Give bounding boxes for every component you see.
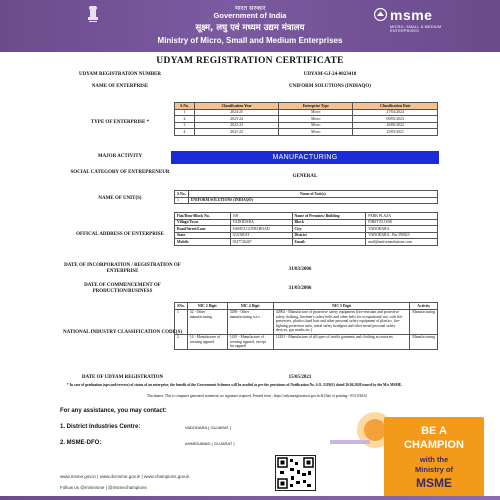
table-cell: Road/Street/Lane bbox=[175, 226, 231, 233]
table-row bbox=[175, 116, 438, 123]
assistance-dfo-label: 2. MSME-DFO: bbox=[60, 440, 102, 446]
table-cell: VADODARA bbox=[230, 219, 292, 226]
ministry-hindi: सूक्ष्म, लघु एवं मध्यम उद्यम मंत्रालय bbox=[195, 23, 305, 33]
table-row bbox=[175, 239, 438, 246]
table-cell: City bbox=[292, 226, 366, 233]
gov-english: Government of India bbox=[213, 11, 287, 20]
ministry-english: Ministry of Micro, Small and Medium Enterprises bbox=[157, 36, 343, 45]
table-cell: District bbox=[292, 232, 366, 239]
assistance-dic-label: 1. District Industries Centre: bbox=[60, 424, 141, 430]
enterprise-name-label: NAME OF ENTERPRISE bbox=[91, 84, 149, 89]
table-cell: mail@uniformsolutions.com bbox=[366, 239, 438, 246]
table-row bbox=[175, 232, 438, 239]
table-row bbox=[175, 122, 438, 129]
table-row bbox=[175, 334, 438, 350]
table-cell: Mobile bbox=[175, 239, 231, 246]
nic-header: NIC 4 Digit bbox=[227, 303, 273, 310]
champion-line-2: CHAMPION bbox=[404, 439, 464, 451]
table-cell: 32 - Other manufacturing bbox=[187, 309, 227, 334]
table-cell: 14101 - Manufacture of all types of textile garments and clothing accessories bbox=[273, 334, 410, 350]
header-banner bbox=[0, 0, 500, 52]
address-table bbox=[174, 212, 438, 246]
table-cell: Micro bbox=[279, 122, 353, 129]
assistance-dic-value: VADODARA ( GUJARAT ) bbox=[185, 425, 232, 430]
social-category-label: SOCIAL CATEGORY OF ENTREPRENEUR bbox=[70, 170, 170, 175]
table-row bbox=[175, 197, 438, 204]
champion-line-5: MSME bbox=[416, 476, 452, 490]
table-cell: 2022-23 bbox=[195, 122, 279, 129]
incorporation-value: 31/03/2006 bbox=[288, 267, 312, 272]
gov-hindi: भारत सरकार bbox=[234, 4, 266, 12]
table-cell: State bbox=[175, 232, 231, 239]
units-label: NAME OF UNIT(S) bbox=[98, 196, 142, 201]
address-label: OFFICAL ADDRESS OF ENTERPRISE bbox=[76, 232, 164, 237]
table-cell: 2021-22 bbox=[195, 129, 279, 136]
table-cell: UNIFORM SOLUTIONS (INDIAQO) bbox=[188, 197, 437, 204]
table-cell: Village/Town bbox=[175, 219, 231, 226]
table-row bbox=[175, 213, 438, 220]
table-cell: 26/06/2022 bbox=[353, 122, 438, 129]
nic-header: Activity bbox=[410, 303, 438, 310]
table-cell: 3290 - Other manufacturing n.e.c. bbox=[227, 309, 273, 334]
table-cell: 108 bbox=[230, 213, 292, 220]
udyam-date-value: 15/05/2021 bbox=[288, 375, 312, 380]
table-cell: 27/04/2024 bbox=[353, 109, 438, 116]
champion-line-4: Ministry of bbox=[415, 465, 453, 474]
assistance-dfo-value: AHMEDABAD ( GUJARAT ) bbox=[185, 441, 235, 446]
disclaimer-note: Disclaimer: This is computer generated statement, no signature required. Printed from : https://udyamregistration.gov.in & Date of printing:- 05/10/2024 bbox=[147, 394, 367, 398]
graduation-note: * In case of graduation (upward/reverse) of status of an enterprise, the benefit of the Government Schemes will be availed as per the provisions of Notification No. S.O. 2119(E) dated 26.06.2020 issued by the M/o MSME. bbox=[67, 383, 403, 387]
table-row bbox=[175, 219, 438, 226]
major-activity-label: MAJOR ACTIVITY bbox=[97, 154, 143, 159]
footer-links[interactable]: www.msme.gov.in | www.dcmsme.gov.in | www.champions.gov.in bbox=[60, 474, 190, 479]
table-cell: 1 bbox=[175, 109, 195, 116]
etype-header: Classification Date bbox=[353, 103, 438, 110]
table-cell: 2 bbox=[175, 334, 188, 350]
nic-header: NIC 2 Digit bbox=[187, 303, 227, 310]
nic-header: NIC 5 Digit bbox=[273, 303, 410, 310]
table-cell: Micro bbox=[279, 116, 353, 123]
msme-logo bbox=[372, 4, 450, 42]
reg-number-value: UDYAM-GJ-24-0023410 bbox=[303, 72, 357, 77]
table-cell: Name of Premises/ Building bbox=[292, 213, 366, 220]
table-row bbox=[175, 309, 438, 334]
table-cell: 1 bbox=[175, 197, 189, 204]
table-cell: SAMTA GOTRI ROAD bbox=[230, 226, 292, 233]
footer bbox=[0, 472, 500, 500]
table-row bbox=[175, 129, 438, 136]
etype-header: S.No. bbox=[175, 103, 195, 110]
table-cell: 14 - Manufacture of wearing apparel bbox=[187, 334, 227, 350]
table-cell: FIRST FLOOR bbox=[366, 219, 438, 226]
table-cell: 9327726267 bbox=[230, 239, 292, 246]
certificate-title: UDYAM REGISTRATION CERTIFICATE bbox=[156, 56, 344, 66]
table-cell: 2024-25 bbox=[195, 109, 279, 116]
table-cell: 09/05/2023 bbox=[353, 116, 438, 123]
reg-number-label: UDYAM REGISTRATION NUMBER bbox=[79, 72, 161, 77]
msme-logo-sub: MICRO, SMALL & MEDIUM ENTERPRISES bbox=[390, 25, 442, 33]
footer-social[interactable]: Follow us @minmsme | @msmechampions bbox=[60, 485, 147, 490]
table-row bbox=[175, 226, 438, 233]
table-cell: Email: bbox=[292, 239, 366, 246]
type-of-enterprise-label: TYPE OF ENTERPRISE * bbox=[90, 120, 150, 125]
enterprise-name-value: UNIFORM SOLUTIONS (INDIAQO) bbox=[289, 84, 371, 89]
table-cell: Micro bbox=[279, 109, 353, 116]
table-cell: Block bbox=[292, 219, 366, 226]
footer-bar bbox=[0, 496, 500, 500]
nic-label: NATIONAL INDUSTRY CLASSIFICATION CODE(S) bbox=[62, 330, 183, 335]
table-cell: GUJARAT bbox=[230, 232, 292, 239]
champion-line-1: BE A bbox=[421, 425, 447, 437]
table-cell: VADODARA , Pin 390023 bbox=[366, 232, 438, 239]
msme-logo-text: msme bbox=[390, 7, 433, 23]
table-cell: Micro bbox=[279, 129, 353, 136]
social-category-value: GENERAL bbox=[292, 174, 318, 179]
table-cell: Manufacturing bbox=[410, 309, 438, 334]
table-cell: Manufacturing bbox=[410, 334, 438, 350]
table-cell: 2023-24 bbox=[195, 116, 279, 123]
units-header: S.No. bbox=[175, 191, 189, 198]
nic-table bbox=[174, 302, 438, 350]
etype-header: Classification Year bbox=[195, 103, 279, 110]
assistance-heading: For any assistance, you may contact: bbox=[60, 408, 167, 414]
champion-line-3: with the bbox=[419, 455, 449, 464]
incorporation-label: DATE OF INCORPORATION / REGISTRATION OF ENTERPRISE bbox=[64, 263, 181, 274]
enterprise-type-table bbox=[174, 102, 438, 136]
etype-header: Enterprise Type bbox=[279, 103, 353, 110]
table-cell: 3 bbox=[175, 122, 195, 129]
commencement-label: DATE OF COMMENCEMENT OF PRODUCTION/BUSINESS bbox=[84, 283, 161, 294]
table-row bbox=[175, 109, 438, 116]
units-header: Name of Unit(s) bbox=[188, 191, 437, 198]
table-cell: 1 bbox=[175, 309, 188, 334]
table-cell: 25/05/2021 bbox=[353, 129, 438, 136]
major-activity-value: MANUFACTURING bbox=[171, 151, 439, 164]
commencement-value: 31/03/2006 bbox=[288, 286, 312, 291]
table-cell: 2 bbox=[175, 116, 195, 123]
table-cell: Flat/Door/Block No. bbox=[175, 213, 231, 220]
units-table bbox=[174, 190, 438, 204]
table-cell: PARK PLAZA bbox=[366, 213, 438, 220]
udyam-date-label: DATE OF UDYAM REGISTRATION bbox=[81, 375, 164, 380]
table-cell: 1410 - Manufacture of wearing apparel, except fur apparel bbox=[227, 334, 273, 350]
msme-mark-icon bbox=[374, 8, 387, 21]
table-cell: 32902 - Manufacture of protective safety equipment (fire-resistant and protective safety clothing, linemen's safety belts and other belts for occupational use, cork life preservers, plastics hard hats and other personal safety equipment of plastics, fire-fighting protection suits, metal safety headgear and other metal personal safety devices, gas masks etc.) bbox=[273, 309, 410, 334]
nic-header: SNo. bbox=[175, 303, 188, 310]
table-cell: VADODARA bbox=[366, 226, 438, 233]
table-cell: 4 bbox=[175, 129, 195, 136]
